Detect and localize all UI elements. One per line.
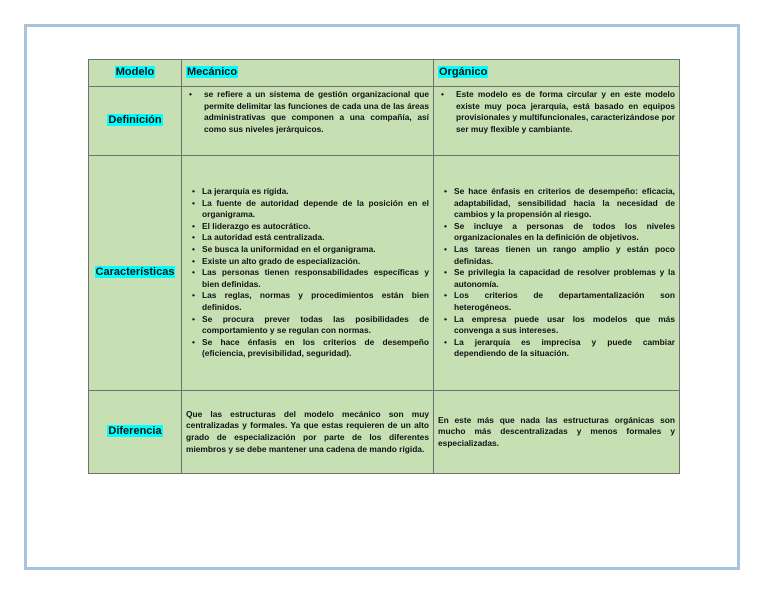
header-organico: Orgánico — [439, 66, 488, 79]
list-item: • Se hace énfasis en los criterios de desempeño (eficiencia, previsibilidad, seguridad). — [202, 337, 429, 360]
row-label-cell — [89, 156, 182, 391]
list-item: • Se procura prever todas las posibilidades de comportamiento y se regulan con normas. — [202, 314, 429, 337]
list-item: • Se privilegia la capacidad de resolver problemas y la autonomía. — [454, 267, 675, 290]
header-row — [89, 60, 680, 87]
list-item: • se refiere a un sistema de gestión organizacional que permite delimitar las funciones de cada una de las áreas administrativas que componen a una compañía, así como sus niveles jerárquicos. — [204, 89, 429, 135]
cell-diferencia-mecanico: Que las estructuras del modelo mecánico son muy centralizadas y formales. Ya que estas requieren de un alto grado de especialización por parte de los diferentes miembros y se debe mantener una cadena de mando rígida. — [182, 391, 434, 474]
table-row-caracteristicas — [89, 156, 680, 391]
definicion-organico-list — [438, 89, 675, 135]
list-item: • Las personas tienen responsabilidades específicas y bien definidas. — [202, 267, 429, 290]
comparison-table — [88, 59, 680, 474]
definicion-mecanico-list — [186, 89, 429, 135]
row-label-diferencia: Diferencia — [108, 425, 162, 438]
list-item: • El liderazgo es autocrático. — [202, 221, 429, 233]
list-item: • Las reglas, normas y procedimientos están bien definidos. — [202, 290, 429, 313]
list-item: • La jerarquía es imprecisa y puede cambiar dependiendo de la situación. — [454, 337, 675, 360]
row-label-caracteristicas: Características — [95, 266, 175, 279]
row-label-definicion: Definición — [108, 114, 162, 127]
list-item: • La autoridad está centralizada. — [202, 232, 429, 244]
table-row-diferencia — [89, 391, 680, 474]
list-item: • Este modelo es de forma circular y en este modelo existe muy poca jerarquía, está basado en equipos provisionales y multifuncionales, caracterizándose por ser muy flexible y cambiante. — [456, 89, 675, 135]
list-item: • Existe un alto grado de especialización. — [202, 256, 429, 268]
header-cell-modelo — [89, 60, 182, 87]
cell-diferencia-organico: En este más que nada las estructuras orgánicas son mucho más descentralizadas y menos formales y especializadas. — [434, 391, 680, 474]
list-item: • La fuente de autoridad depende de la posición en el organigrama. — [202, 198, 429, 221]
cell-definicion-mecanico — [182, 87, 434, 156]
row-label-cell — [89, 87, 182, 156]
list-item: • Se hace énfasis en criterios de desempeño: eficacia, adaptabilidad, sensibilidad hacia la necesidad de cambios y la propensión al riesgo. — [454, 186, 675, 221]
cell-definicion-organico — [434, 87, 680, 156]
header-cell-organico — [434, 60, 680, 87]
cell-caracteristicas-organico — [434, 156, 680, 391]
header-mecanico: Mecánico — [187, 66, 238, 79]
row-label-cell — [89, 391, 182, 474]
table-row-definicion — [89, 87, 680, 156]
header-modelo: Modelo — [115, 66, 155, 79]
list-item: • Se busca la uniformidad en el organigrama. — [202, 244, 429, 256]
caracteristicas-organico-list — [438, 186, 675, 360]
list-item: • Se incluye a personas de todos los niveles organizacionales en la definición de objetivos. — [454, 221, 675, 244]
list-item: • La empresa puede usar los modelos que más convenga a sus intereses. — [454, 314, 675, 337]
list-item: • La jerarquía es rígida. — [202, 186, 429, 198]
cell-caracteristicas-mecanico — [182, 156, 434, 391]
list-item: • Las tareas tienen un rango amplio y están poco definidas. — [454, 244, 675, 267]
list-item: • Los criterios de departamentalización son heterogéneos. — [454, 290, 675, 313]
header-cell-mecanico — [182, 60, 434, 87]
caracteristicas-mecanico-list — [186, 186, 429, 360]
